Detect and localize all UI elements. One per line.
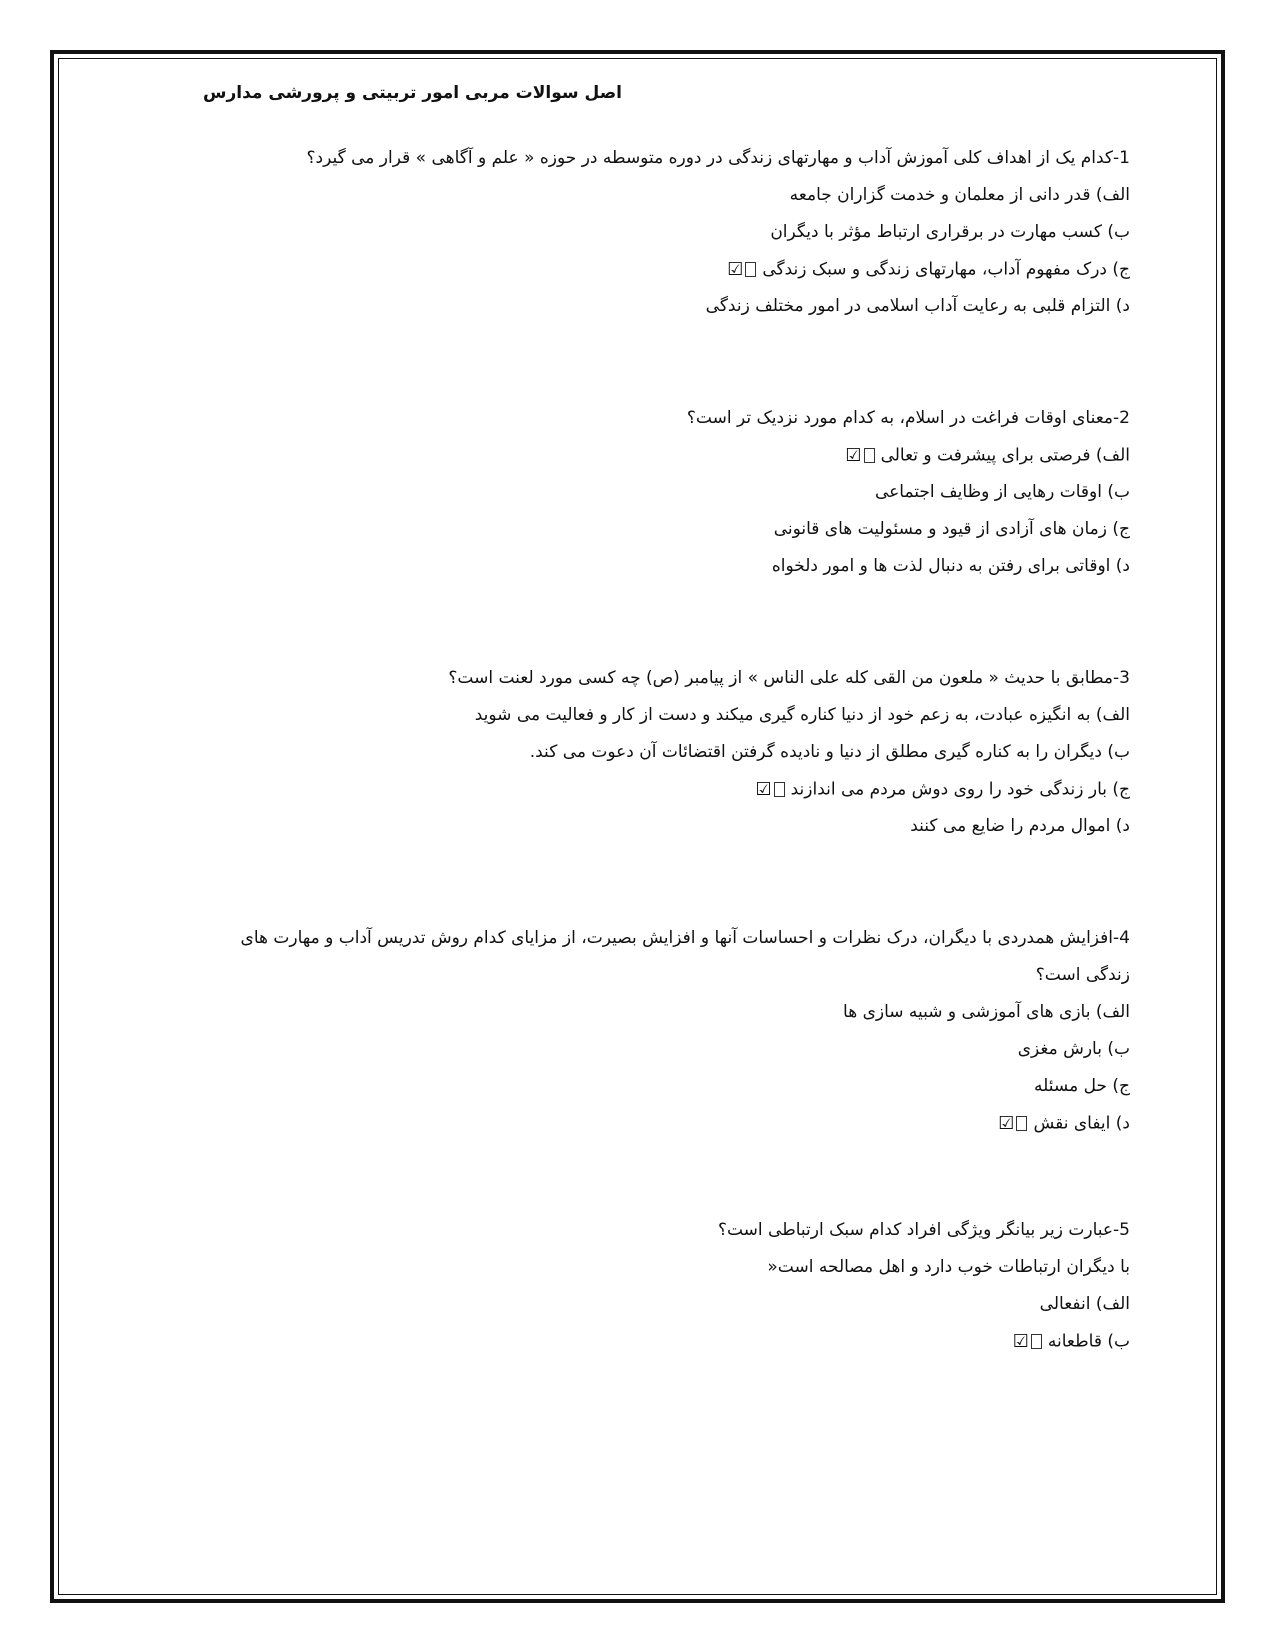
question-text: 5-عبارت زیر بیانگر ویژگی افراد کدام سبک ارتباطی است؟ xyxy=(717,1220,1130,1240)
correct-answer-checkbox-icon: ☑ xyxy=(755,771,784,809)
option-be: ب) دیگران را به کناره گیری مطلق از دنیا و نادیده گرفتن اقتضائات آن دعوت می کند. xyxy=(529,742,1130,762)
option-jim: ج) بار زندگی خود را روی دوش مردم می اندازند☑ xyxy=(160,771,1130,808)
question-text: 2-معنای اوقات فراغت در اسلام، به کدام مورد نزدیک تر است؟ xyxy=(686,408,1130,428)
option-alef: الف) به انگیزه عبادت، به زعم خود از دنیا کناره گیری میکند و دست از کار و فعالیت می شوید xyxy=(474,705,1130,725)
option-jim: ج) درک مفهوم آداب، مهارتهای زندگی و سبک زندگی☑ xyxy=(160,251,1130,288)
document-title: اصل سوالات مربی امور تربیتی و پرورشی مدارس xyxy=(203,83,622,103)
question-3 xyxy=(160,660,1130,845)
option-alef: الف) قدر دانی از معلمان و خدمت گزاران جامعه xyxy=(789,185,1130,205)
option-alef: الف) بازی های آموزشی و شبیه سازی ها xyxy=(843,1002,1130,1022)
correct-answer-checkbox-icon: ☑ xyxy=(727,251,756,289)
option-be: ب) اوقات رهایی از وظایف اجتماعی xyxy=(874,482,1130,502)
question-quote: با دیگران ارتباطات خوب دارد و اهل مصالحه است« xyxy=(767,1257,1130,1277)
option-jim: ج) زمان های آزادی از قیود و مسئولیت های قانونی xyxy=(773,519,1130,539)
option-be: ب) قاطعانه☑ xyxy=(160,1323,1130,1360)
option-dal: د) ایفای نقش☑ xyxy=(160,1105,1130,1142)
question-1 xyxy=(160,140,1130,325)
correct-answer-checkbox-icon: ☑ xyxy=(1013,1323,1042,1361)
option-dal: د) اموال مردم را ضایع می کنند xyxy=(910,816,1130,836)
question-text: 1-کدام یک از اهداف کلی آموزش آداب و مهارتهای زندگی در دوره متوسطه در حوزه « علم و آگاهی » قرار می گیرد؟ xyxy=(306,148,1130,168)
question-text: 4-افزایش همدردی با دیگران، درک نظرات و احساسات آنها و افزایش بصیرت، از مزایای کدام روش تدریس آداب و مهارت های xyxy=(240,928,1130,948)
question-text: 3-مطابق با حدیث « ملعون من القی کله علی الناس » از پیامبر (ص) چه کسی مورد لعنت است؟ xyxy=(448,668,1130,688)
option-alef: الف) فرصتی برای پیشرفت و تعالی☑ xyxy=(160,437,1130,474)
question-5 xyxy=(160,1212,1130,1360)
question-4 xyxy=(160,920,1130,1142)
option-dal: د) التزام قلبی به رعایت آداب اسلامی در امور مختلف زندگی xyxy=(705,296,1130,316)
correct-answer-checkbox-icon: ☑ xyxy=(845,437,874,475)
correct-answer-checkbox-icon: ☑ xyxy=(998,1105,1027,1143)
option-alef: الف) انفعالی xyxy=(1039,1294,1130,1314)
option-jim: ج) حل مسئله xyxy=(1034,1076,1130,1096)
option-be: ب) بارش مغزی xyxy=(1017,1039,1130,1059)
option-be: ب) کسب مهارت در برقراری ارتباط مؤثر با دیگران xyxy=(770,222,1130,242)
question-text-continued: زندگی است؟ xyxy=(1035,965,1130,985)
question-2 xyxy=(160,400,1130,585)
option-dal: د) اوقاتی برای رفتن به دنبال لذت ها و امور دلخواه xyxy=(771,556,1130,576)
